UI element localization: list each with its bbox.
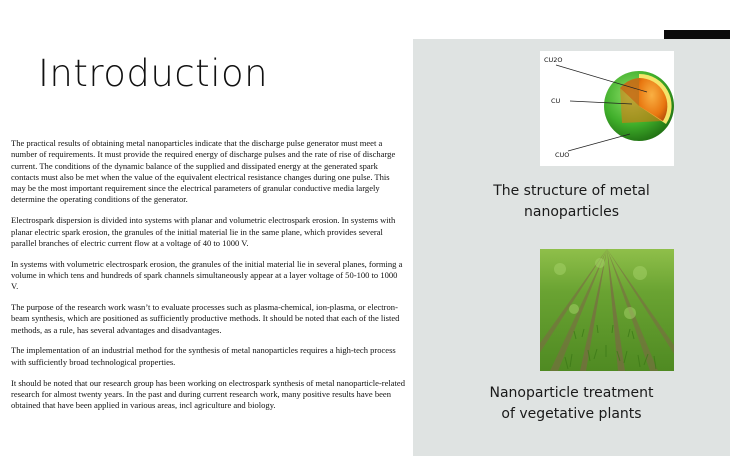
top-accent-bar	[664, 30, 730, 39]
paragraph-industrial-method: The implementation of an industrial method for the synthesis of metal nanoparticles requires a high-tech process with sufficiently broad technological properties.	[11, 345, 396, 367]
paragraph-research-group: It should be noted that our research group has been working on electrospark synthesis of metal nanoparticle-related research for almost twenty years. In the past and during current research work, many positive results have been obtained that have been applied in various areas, incl agriculture and biology.	[11, 377, 405, 411]
figure1-caption-line2: nanoparticles	[524, 204, 619, 220]
body-text	[11, 138, 406, 421]
crop-field-photo	[540, 249, 674, 371]
figure1-caption	[413, 181, 730, 223]
slide-title: Introduction	[38, 52, 269, 95]
nanoparticle-structure-diagram	[540, 51, 674, 166]
paragraph-volumetric-erosion: In systems with volumetric electrospark erosion, the granules of the initial material lie in several planes, forming a volume in which tens and hundreds of spark channels simultaneously appear at a layer voltage of 50-100 to 1000 V.	[11, 258, 403, 292]
figure1-caption-line1: The structure of metal	[493, 183, 650, 199]
figure2-caption-line2: of vegetative plants	[501, 406, 642, 422]
pointer-line-shell	[568, 134, 630, 151]
figure2-caption	[413, 383, 730, 425]
label-cu2o: CU2O	[544, 56, 563, 64]
label-cu: CU	[551, 97, 561, 105]
paragraph-research-purpose: The purpose of the research work wasn’t to evaluate processes such as plasma-chemical, ion-plasma, or electron-beam synthesis, which are positioned as sufficiently productive methods. It should be noted that each of the listed methods, as a rule, has several advantages and disadvantages.	[11, 302, 400, 335]
figure2-caption-line1: Nanoparticle treatment	[489, 385, 654, 401]
paragraph-generator-requirements: The practical results of obtaining metal nanoparticles indicate that the discharge pulse generator must meet a number of requirements. It must provide the required energy of discharge pulses and the rate of rise of discharge current. The conditions of the dynamic balance of the supplied and dissipated energy at the generated spark contacts must also be met when the value of the equivalent electrical resistance changes during one pulse. This may be the most important requirement since the electrical parameters of granular conductive media largely determine the operating conditions of the generator.	[11, 138, 396, 205]
paragraph-planar-erosion: Electrospark dispersion is divided into systems with planar and volumetric electrospark erosion. In systems with planar electric spark erosion, the granules of the initial material lie in the same plane, which provides several parallel branches of electric current flow at a voltage of 40 to 1000 V.	[11, 215, 396, 248]
label-cuo: CUO	[555, 151, 570, 159]
